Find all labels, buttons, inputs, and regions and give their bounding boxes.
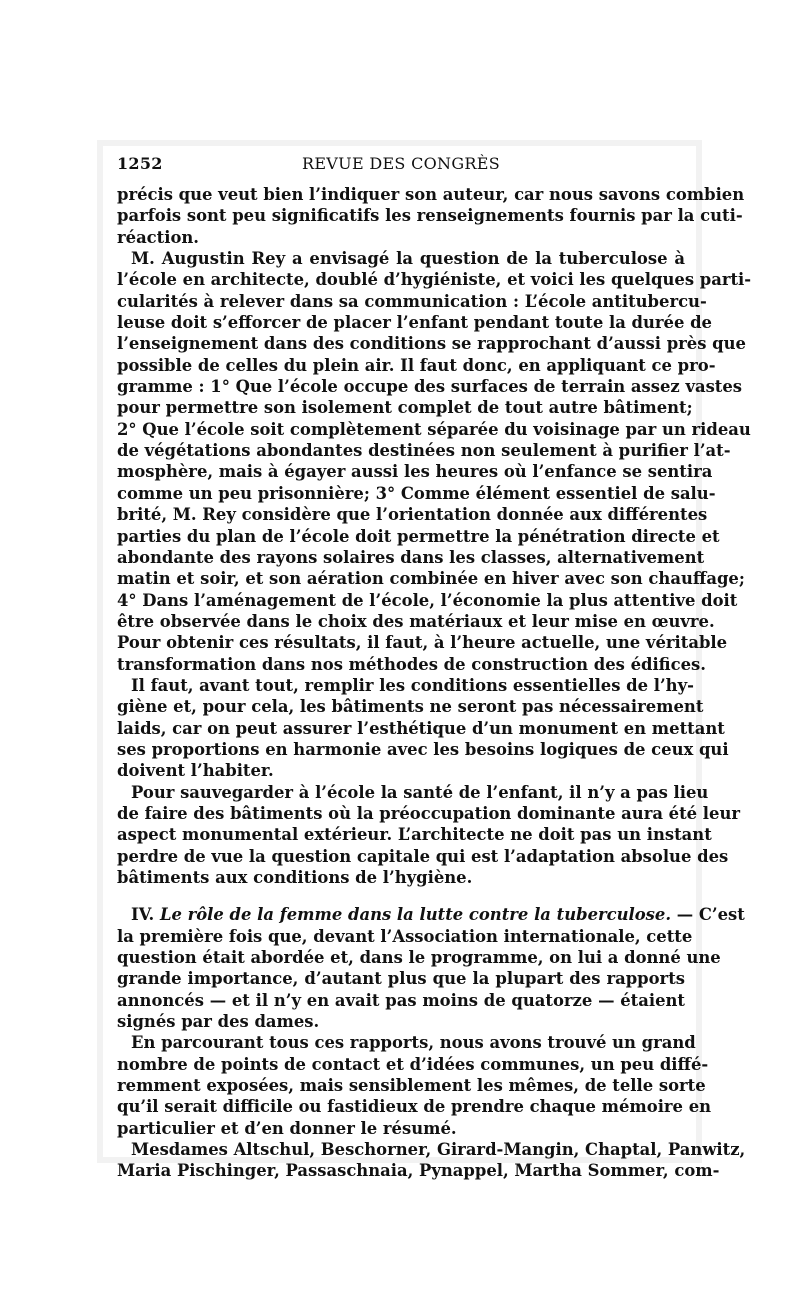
text-line: de faire des bâtiments où la préoccupation dominante aura été leur [117, 803, 740, 823]
text-line: leuse doit s’efforcer de placer l’enfant pendant toute la durée de [117, 313, 712, 333]
text-line: matin et soir, et son aération combinée en hiver avec son chauffage; [117, 569, 745, 589]
text-line: grande importance, d’autant plus que la plupart des rapports [117, 969, 685, 989]
text-line: parties du plan de l’école doit permettre la pénétration directe et [117, 526, 720, 546]
section-heading [117, 904, 745, 925]
text-line: bâtiments aux conditions de l’hygiène. [117, 868, 473, 887]
section-gap [117, 888, 685, 904]
page-number: 1252 [117, 154, 163, 173]
text-line: possible de celles du plein air. Il faut donc, en appliquant ce pro- [117, 355, 716, 375]
text-line: perdre de vue la question capitale qui est l’adaptation absolue des [117, 846, 729, 866]
text-line: transformation dans nos méthodes de construction des édifices. [117, 654, 706, 674]
text-line: de végétations abondantes destinées non seulement à purifier l’at- [117, 441, 731, 461]
text-line: la première fois que, devant l’Association internationale, cette [117, 926, 693, 946]
text-line: être observée dans le choix des matériaux et leur mise en œuvre. [117, 611, 715, 631]
text-line: En parcourant tous ces rapports, nous avons trouvé un grand [131, 1033, 696, 1053]
running-title: REVUE DES CONGRÈS [301, 154, 500, 173]
text-line: question était abordée et, dans le programme, on lui a donné une [117, 948, 721, 968]
text-line: précis que veut bien l’indiquer son auteur, car nous savons combien [117, 185, 745, 204]
text-line: Pour sauvegarder à l’école la santé de l’enfant, il n’y a pas lieu [131, 782, 709, 802]
text-line: nombre de points de contact et d’idées communes, un peu diffé- [117, 1054, 709, 1074]
text-line: 4° Dans l’aménagement de l’école, l’économie la plus attentive doit [117, 590, 738, 610]
text-line: remment exposées, mais sensiblement les mêmes, de telle sorte [117, 1076, 706, 1096]
text-line: mosphère, mais à égayer aussi les heures où l’enfance se sentira [117, 462, 713, 482]
text-line: M. Augustin Rey a envisagé la question de la tuberculose à [131, 249, 685, 269]
text-line: qu’il serait difficile ou fastidieux de prendre chaque mémoire en [117, 1097, 712, 1117]
text-line: annoncés — et il n’y en avait pas moins de quatorze — étaient [117, 990, 685, 1010]
text-line: laids, car on peut assurer l’esthétique d’un monument en mettant [117, 718, 725, 738]
text-line: Mesdames Altschul, Beschorner, Girard-Mangin, Chaptal, Panwitz, [131, 1140, 746, 1160]
text-line: abondante des rayons solaires dans les classes, alternativement [117, 547, 705, 567]
text-line: aspect monumental extérieur. L’architecte ne doit pas un instant [117, 825, 712, 845]
text-line: l’enseignement dans des conditions se rapprochant d’aussi près que [117, 334, 746, 354]
text-line: Il faut, avant tout, remplir les conditions essentielles de l’hy- [131, 675, 694, 695]
text-line: signés par des dames. [117, 1012, 320, 1032]
text-line: Maria Pischinger, Passaschnaia, Pynappel, Martha Sommer, com- [117, 1161, 720, 1181]
text-line: giène et, pour cela, les bâtiments ne seront pas nécessairement [117, 697, 704, 717]
text-line: parfois sont peu significatifs les renseignements fournis par la cuti- [117, 206, 743, 226]
text-line: comme un peu prisonnière; 3° Comme élément essentiel de salu- [117, 483, 716, 503]
text-line: brité, M. Rey considère que l’orientation donnée aux différentes [117, 505, 708, 525]
section-title: Le rôle de la femme dans la lutte contre la tuberculose. [159, 905, 672, 925]
text-line: cularités à relever dans sa communication : L’école antitubercu- [117, 291, 707, 311]
text-line: l’école en architecte, doublé d’hygiéniste, et voici les quelques parti- [117, 270, 752, 290]
section-title-rest: — C’est [676, 905, 745, 925]
page-header [117, 154, 685, 178]
text-line: particulier et d’en donner le résumé. [117, 1118, 457, 1138]
text-line: gramme : 1° Que l’école occupe des surfaces de terrain assez vastes [117, 377, 743, 397]
text-line: ses proportions en harmonie avec les besoins logiques de ceux qui [117, 739, 729, 759]
document-page [103, 146, 752, 1181]
body-text [117, 184, 752, 1182]
text-line: doivent l’habiter. [117, 761, 274, 781]
text-line: réaction. [117, 227, 200, 247]
text-line: pour permettre son isolement complet de tout autre bâtiment; [117, 398, 693, 418]
text-line: 2° Que l’école soit complètement séparée du voisinage par un rideau [117, 419, 751, 439]
text-line: Pour obtenir ces résultats, il faut, à l’heure actuelle, une véritable [117, 633, 728, 653]
section-numeral: IV. [131, 905, 155, 925]
